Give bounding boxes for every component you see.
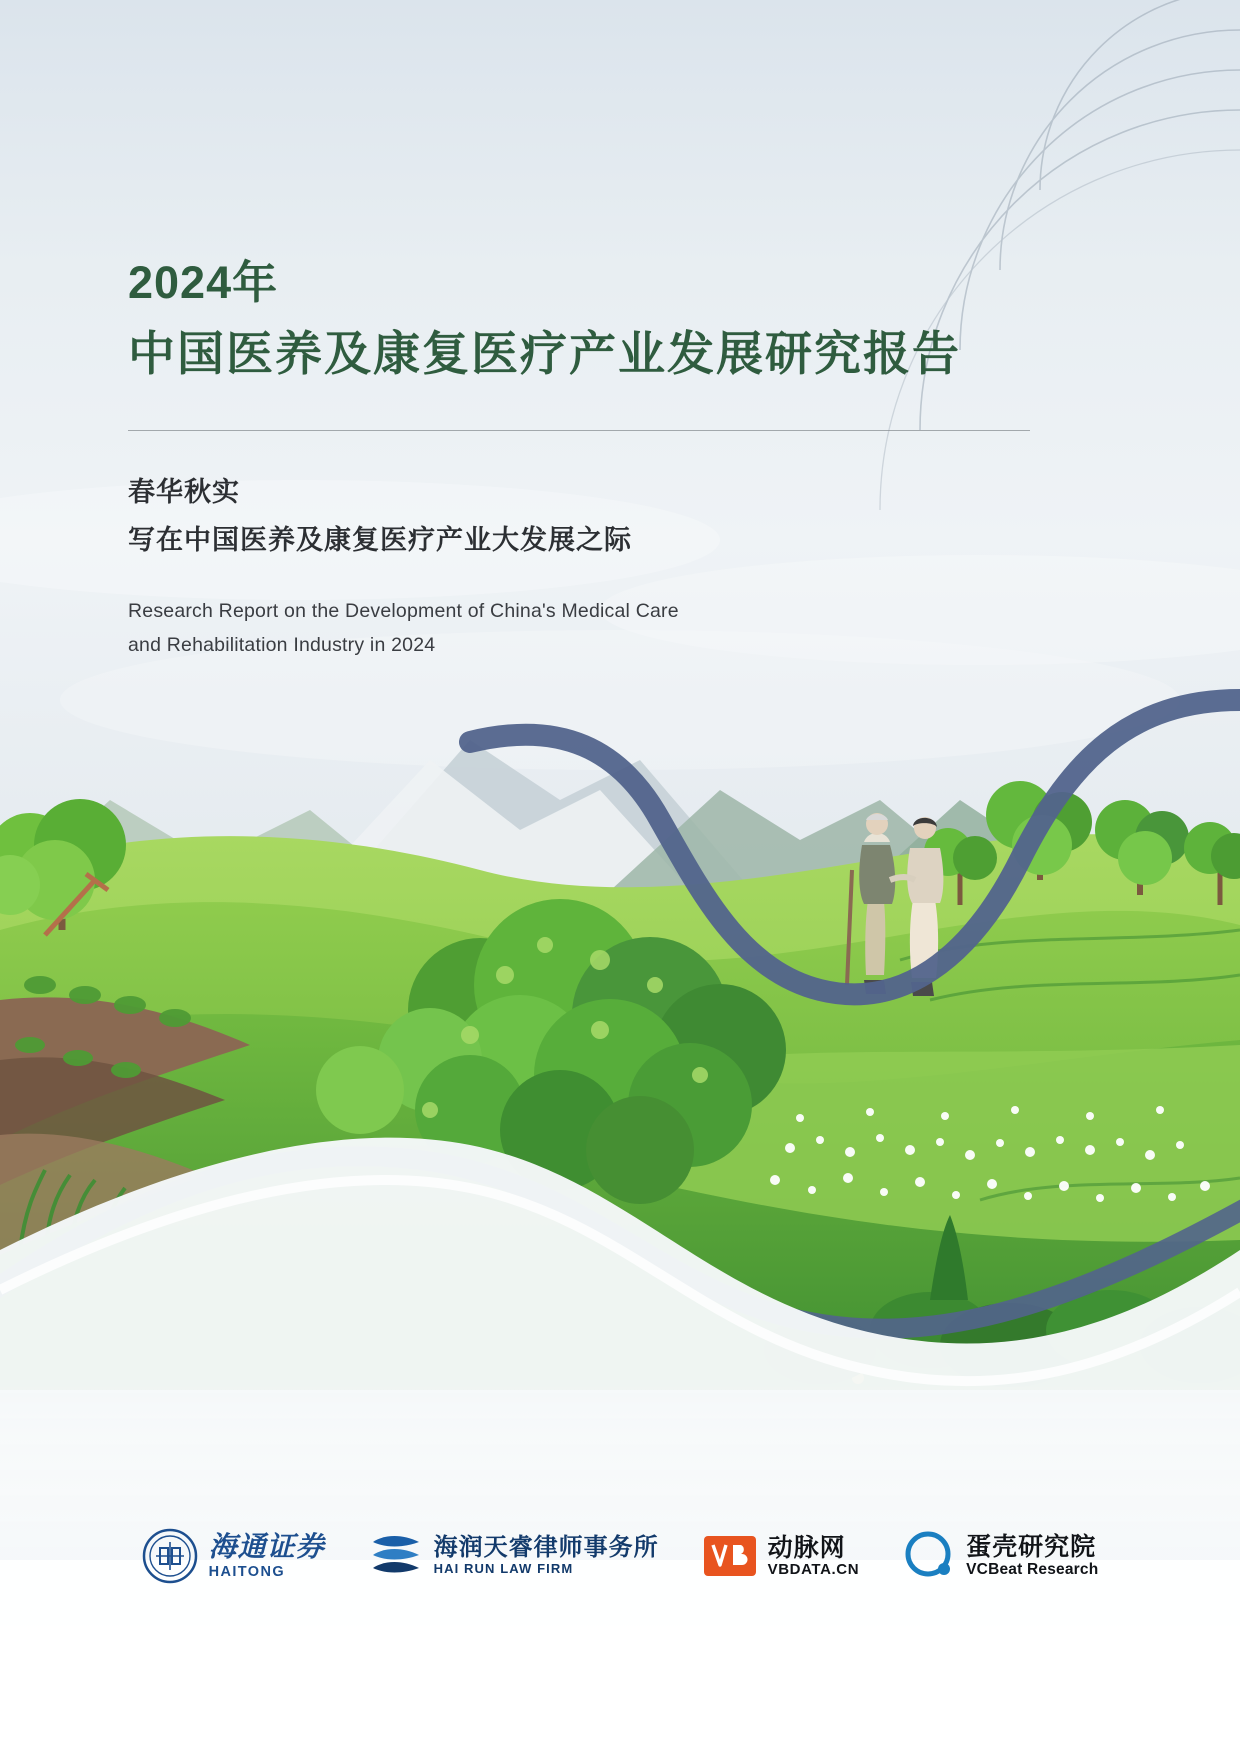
page-title: 中国医养及康复医疗产业发展研究报告 [128, 327, 961, 381]
hairun-waves-logo-icon [369, 1530, 423, 1582]
cover-year: 2024年 [128, 257, 279, 308]
haitong-circle-logo-icon [142, 1528, 198, 1584]
title-divider [128, 430, 1030, 431]
cover-subtitle-en [128, 594, 1028, 662]
cover-subtitle-cn-line2: 写在中国医养及康复医疗产业大发展之际 [128, 524, 632, 555]
logo-vbdata-en: VBDATA.CN [767, 1560, 860, 1578]
cover-subtitle-en-line2: and Rehabilitation Industry in 2024 [128, 633, 436, 656]
logo-vbdata-cn: 动脉网 [767, 1533, 846, 1562]
logo-haitong-cn: 海通证券 [208, 1532, 325, 1564]
logo-hairun-cn: 海润天睿律师事务所 [433, 1534, 659, 1562]
vb-badge-logo-icon [703, 1534, 757, 1578]
logo-hairun-en: HAI RUN LAW FIRM [433, 1561, 574, 1577]
cover-title-block [128, 255, 1028, 662]
vcbeat-circle-logo-icon [903, 1530, 955, 1582]
cover-subtitle-en-line1: Research Report on the Development of China's Medical Care [128, 599, 679, 622]
logo-vbdata[interactable] [703, 1534, 860, 1579]
logo-vcbeat-cn: 蛋壳研究院 [966, 1533, 1097, 1562]
logo-haitong[interactable] [142, 1528, 325, 1584]
logo-hairun[interactable] [369, 1530, 659, 1582]
logo-vcbeat-en: VCBeat Research [966, 1561, 1099, 1579]
partner-logo-row [0, 1528, 1240, 1584]
logo-haitong-en: HAITONG [208, 1563, 286, 1580]
cover-subtitle-cn-line1: 春华秋实 [128, 477, 240, 508]
logo-vcbeat[interactable] [903, 1530, 1098, 1582]
cover-subtitle-cn [128, 469, 1028, 564]
